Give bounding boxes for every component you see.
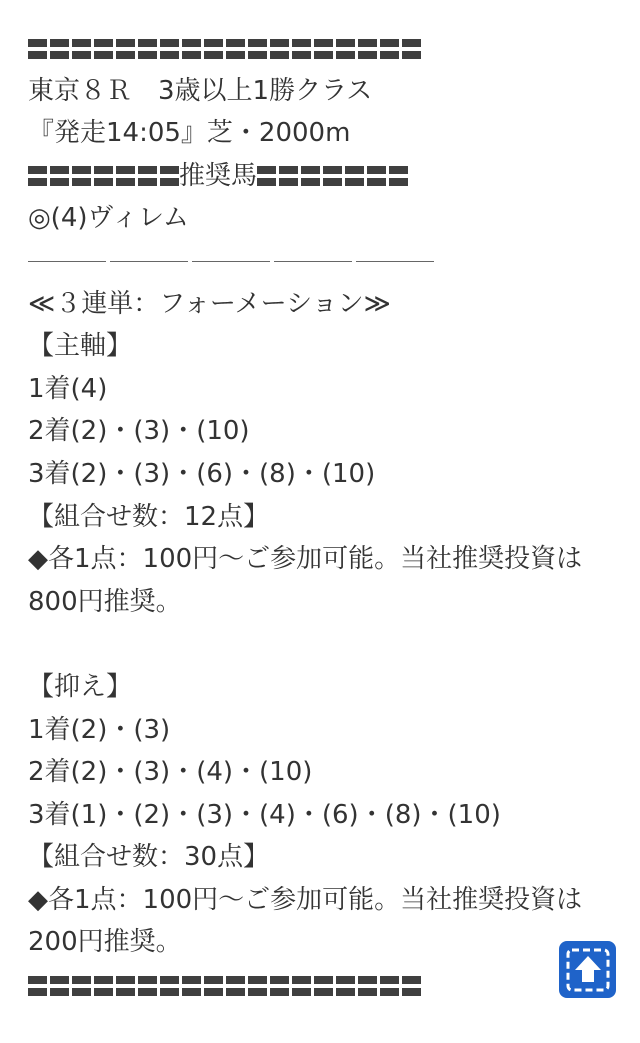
separator-top — [28, 27, 618, 70]
hold-first: 1着(2)・(3) — [28, 714, 171, 745]
spacer — [28, 623, 618, 666]
hold-combos: 【組合せ数：30点】 — [28, 842, 270, 873]
recommended-header — [28, 155, 618, 198]
arrow-up-icon — [565, 947, 611, 993]
recommended-horse: ◎(4)ヴィレム — [28, 203, 189, 234]
main-heading: 【主軸】 — [28, 331, 133, 362]
recommended-label: 推奨馬 — [179, 160, 258, 191]
main-note-1: ◆各1点：100円〜ご参加可能。当社推奨投資は — [28, 544, 583, 575]
bar-group — [28, 975, 421, 997]
main-combos: 【組合せ数：12点】 — [28, 501, 270, 532]
race-info: 『発走14:05』芝・2000m — [28, 118, 351, 149]
hold-third: 3着(1)・(2)・(3)・(4)・(6)・(8)・(10) — [28, 799, 501, 830]
hold-second: 2着(2)・(3)・(4)・(10) — [28, 757, 313, 788]
main-note-2: 800円推奨。 — [28, 586, 182, 617]
race-post — [28, 27, 618, 1007]
bar-group-right — [257, 165, 408, 187]
bar-group — [28, 38, 421, 60]
separator-bottom — [28, 964, 618, 1007]
main-first: 1着(4) — [28, 373, 108, 404]
main-second: 2着(2)・(3)・(10) — [28, 416, 250, 447]
hold-note-2: 200円推奨。 — [28, 927, 182, 958]
bar-group-left — [28, 165, 179, 187]
hold-note-1: ◆各1点：100円〜ご参加可能。当社推奨投資は — [28, 884, 583, 915]
scroll-to-top-button[interactable] — [559, 941, 616, 998]
divider — [28, 240, 618, 283]
bet-type: ≪３連単：フォーメーション≫ — [28, 288, 391, 319]
race-title: 東京８Ｒ 3歳以上1勝クラス — [28, 75, 373, 106]
main-third: 3着(2)・(3)・(6)・(8)・(10) — [28, 458, 376, 489]
hold-heading: 【抑え】 — [28, 671, 133, 702]
